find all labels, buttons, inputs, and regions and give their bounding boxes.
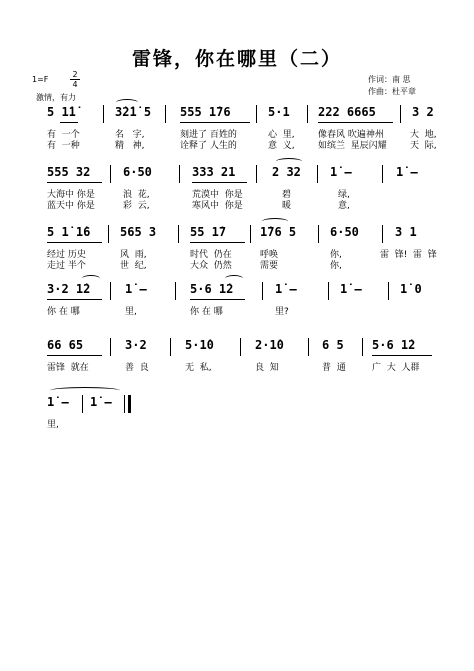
bar-line — [124, 395, 125, 413]
measure-notes: 55 1̇7 — [190, 225, 227, 239]
measure-notes: 3·2 — [125, 338, 147, 352]
bar-line — [328, 282, 329, 300]
lyric-line-1: 大 地, — [410, 130, 437, 140]
composer-credit: 作曲：杜平章 — [368, 87, 416, 96]
lyric-line-1: 经过 历史 — [47, 250, 86, 260]
bar-line — [108, 225, 109, 243]
lyric-line-2: 需要 — [260, 261, 279, 271]
lyric-line-1: 善 良 — [125, 363, 149, 373]
beam — [47, 182, 102, 183]
lyric-line-2: 意, — [338, 201, 350, 211]
measure-notes: 555 1̇76 — [180, 105, 231, 119]
bar-line — [165, 105, 166, 123]
beam — [372, 355, 432, 356]
lyric-line-1: 你 在 哪 — [190, 307, 223, 317]
lyric-line-1: 你, — [330, 250, 342, 260]
bar-line — [256, 105, 257, 123]
measure-notes: 3̇2̇1̇ 5 — [115, 105, 152, 119]
measure-notes: 222 6665 — [318, 105, 376, 119]
measure-notes: 5·6 1̇2 — [372, 338, 416, 352]
lyric-line-1: 绿, — [338, 190, 350, 200]
lyricist-credit: 作词：南 思 — [368, 75, 411, 84]
measure-notes: 66 65 — [47, 338, 84, 352]
bar-line — [308, 338, 309, 356]
bar-line — [307, 105, 308, 123]
measure-notes: 6 5 — [322, 338, 344, 352]
beam — [192, 182, 247, 183]
lyric-line-1: 里, — [125, 307, 137, 317]
bar-line — [256, 165, 257, 183]
lyric-line-2: 蓝天中 你是 — [47, 201, 95, 211]
lyric-line-1: 碧 — [282, 190, 292, 200]
bar-line — [382, 225, 383, 243]
measure-notes: 3 2 — [412, 105, 434, 119]
measure-notes: 1̇ – — [396, 165, 418, 179]
measure-notes: 1̇ 0 — [400, 282, 422, 296]
lyric-line-2: 你, — [330, 261, 342, 271]
measure-notes: 6·50 — [123, 165, 152, 179]
lyric-line-2: 诠释了 人生的 — [180, 141, 237, 151]
beam — [318, 122, 393, 123]
measure-notes: 1̇ – — [330, 165, 352, 179]
measure-notes: 1̇76 5 — [260, 225, 297, 239]
bar-line — [179, 165, 180, 183]
lyric-line-1: 风 雨, — [120, 250, 147, 260]
lyric-line-2: 意 义, — [268, 141, 295, 151]
bar-line — [362, 338, 363, 356]
lyric-line-2: 大众 仍然 — [190, 261, 232, 271]
measure-notes: 5 1̇1̇ — [47, 105, 76, 119]
slur — [116, 99, 138, 106]
lyric-line-1: 无 私, — [185, 363, 212, 373]
measure-notes: 2·1̇0 — [255, 338, 284, 352]
measure-notes: 1̇ – — [275, 282, 297, 296]
slur — [276, 158, 302, 165]
beam — [47, 355, 102, 356]
slur — [262, 218, 288, 225]
time-signature — [70, 70, 80, 89]
measure-notes: 333 21 — [192, 165, 236, 179]
bar-line — [170, 338, 171, 356]
lyric-line-1: 雷锋 就在 — [47, 363, 89, 373]
time-signature-top: 2 — [72, 70, 78, 79]
lyric-line-1: 有 一个 — [47, 130, 80, 140]
bar-line — [400, 105, 401, 123]
lyric-line-1: 大海中 你是 — [47, 190, 95, 200]
beam — [47, 242, 102, 243]
lyric-line-2: 彩 云, — [123, 201, 150, 211]
song-title: 雷锋，你在哪里（二） — [131, 48, 342, 70]
measure-notes: 5·1̇0 — [185, 338, 214, 352]
bar-line — [110, 282, 111, 300]
lyric-line-1: 里? — [275, 307, 289, 317]
measure-notes: 3·2 1̇2 — [47, 282, 91, 296]
lyric-line-2: 精 神, — [115, 141, 145, 151]
lyric-line-1: 里, — [47, 420, 59, 430]
beam — [47, 299, 102, 300]
measure-notes: 5 1̇ 1̇6 — [47, 225, 91, 239]
measure-notes: 6·50 — [330, 225, 359, 239]
beam — [60, 122, 78, 123]
time-signature-bottom: 4 — [70, 79, 80, 89]
lyric-line-1: 呼唤 — [260, 250, 279, 260]
slur — [50, 387, 120, 394]
measure-notes: 565 3 — [120, 225, 157, 239]
lyric-line-1: 时代 仍在 — [190, 250, 232, 260]
measure-notes: 3 1 — [395, 225, 417, 239]
lyric-line-1: 广 大 人群 — [372, 363, 420, 373]
lyric-line-1: 名 字, — [115, 130, 145, 140]
beam — [190, 242, 245, 243]
final-bar-line — [128, 395, 131, 413]
bar-line — [250, 225, 251, 243]
lyric-line-2: 寒风中 你是 — [192, 201, 243, 211]
lyric-line-2: 有 一种 — [47, 141, 80, 151]
bar-line — [175, 282, 176, 300]
measure-notes: 1̇ – — [47, 395, 69, 409]
bar-line — [103, 105, 104, 123]
beam — [180, 122, 250, 123]
bar-line — [262, 282, 263, 300]
lyric-line-1: 浪 花, — [123, 190, 150, 200]
bar-line — [318, 225, 319, 243]
tempo-marking: 激情，有力 — [36, 93, 76, 102]
lyric-line-1: 雷 锋! 雷 锋 — [380, 250, 437, 260]
measure-notes: 1̇ – — [90, 395, 112, 409]
bar-line — [317, 165, 318, 183]
bar-line — [110, 165, 111, 183]
lyric-line-2: 天 际, — [410, 141, 437, 151]
lyric-line-1: 良 知 — [255, 363, 279, 373]
lyric-line-2: 走过 半个 — [47, 261, 86, 271]
measure-notes: 1̇ – — [125, 282, 147, 296]
bar-line — [382, 165, 383, 183]
beam — [190, 299, 245, 300]
lyric-line-2: 暖 — [282, 201, 292, 211]
lyric-line-1: 像春风 吹遍神州 — [318, 130, 384, 140]
lyric-line-1: 你 在 哪 — [47, 307, 80, 317]
lyric-line-1: 心 里, — [268, 130, 295, 140]
lyric-line-1: 荒漠中 你是 — [192, 190, 243, 200]
measure-notes: 1̇ – — [340, 282, 362, 296]
measure-notes: 555 32 — [47, 165, 91, 179]
key-signature: 1=F — [32, 75, 49, 84]
bar-line — [110, 338, 111, 356]
bar-line — [178, 225, 179, 243]
slur — [225, 275, 243, 282]
bar-line — [240, 338, 241, 356]
measure-notes: 5·1 — [268, 105, 290, 119]
lyric-line-2: 世 纪, — [120, 261, 147, 271]
lyric-line-1: 刻进了 百姓的 — [180, 130, 237, 140]
lyric-line-2: 如缤兰 星辰闪耀 — [318, 141, 387, 151]
bar-line — [82, 395, 83, 413]
slur — [82, 275, 100, 282]
bar-line — [388, 282, 389, 300]
lyric-line-1: 普 通 — [322, 363, 346, 373]
measure-notes: 5·6 1̇2 — [190, 282, 234, 296]
measure-notes: 2 32 — [272, 165, 301, 179]
